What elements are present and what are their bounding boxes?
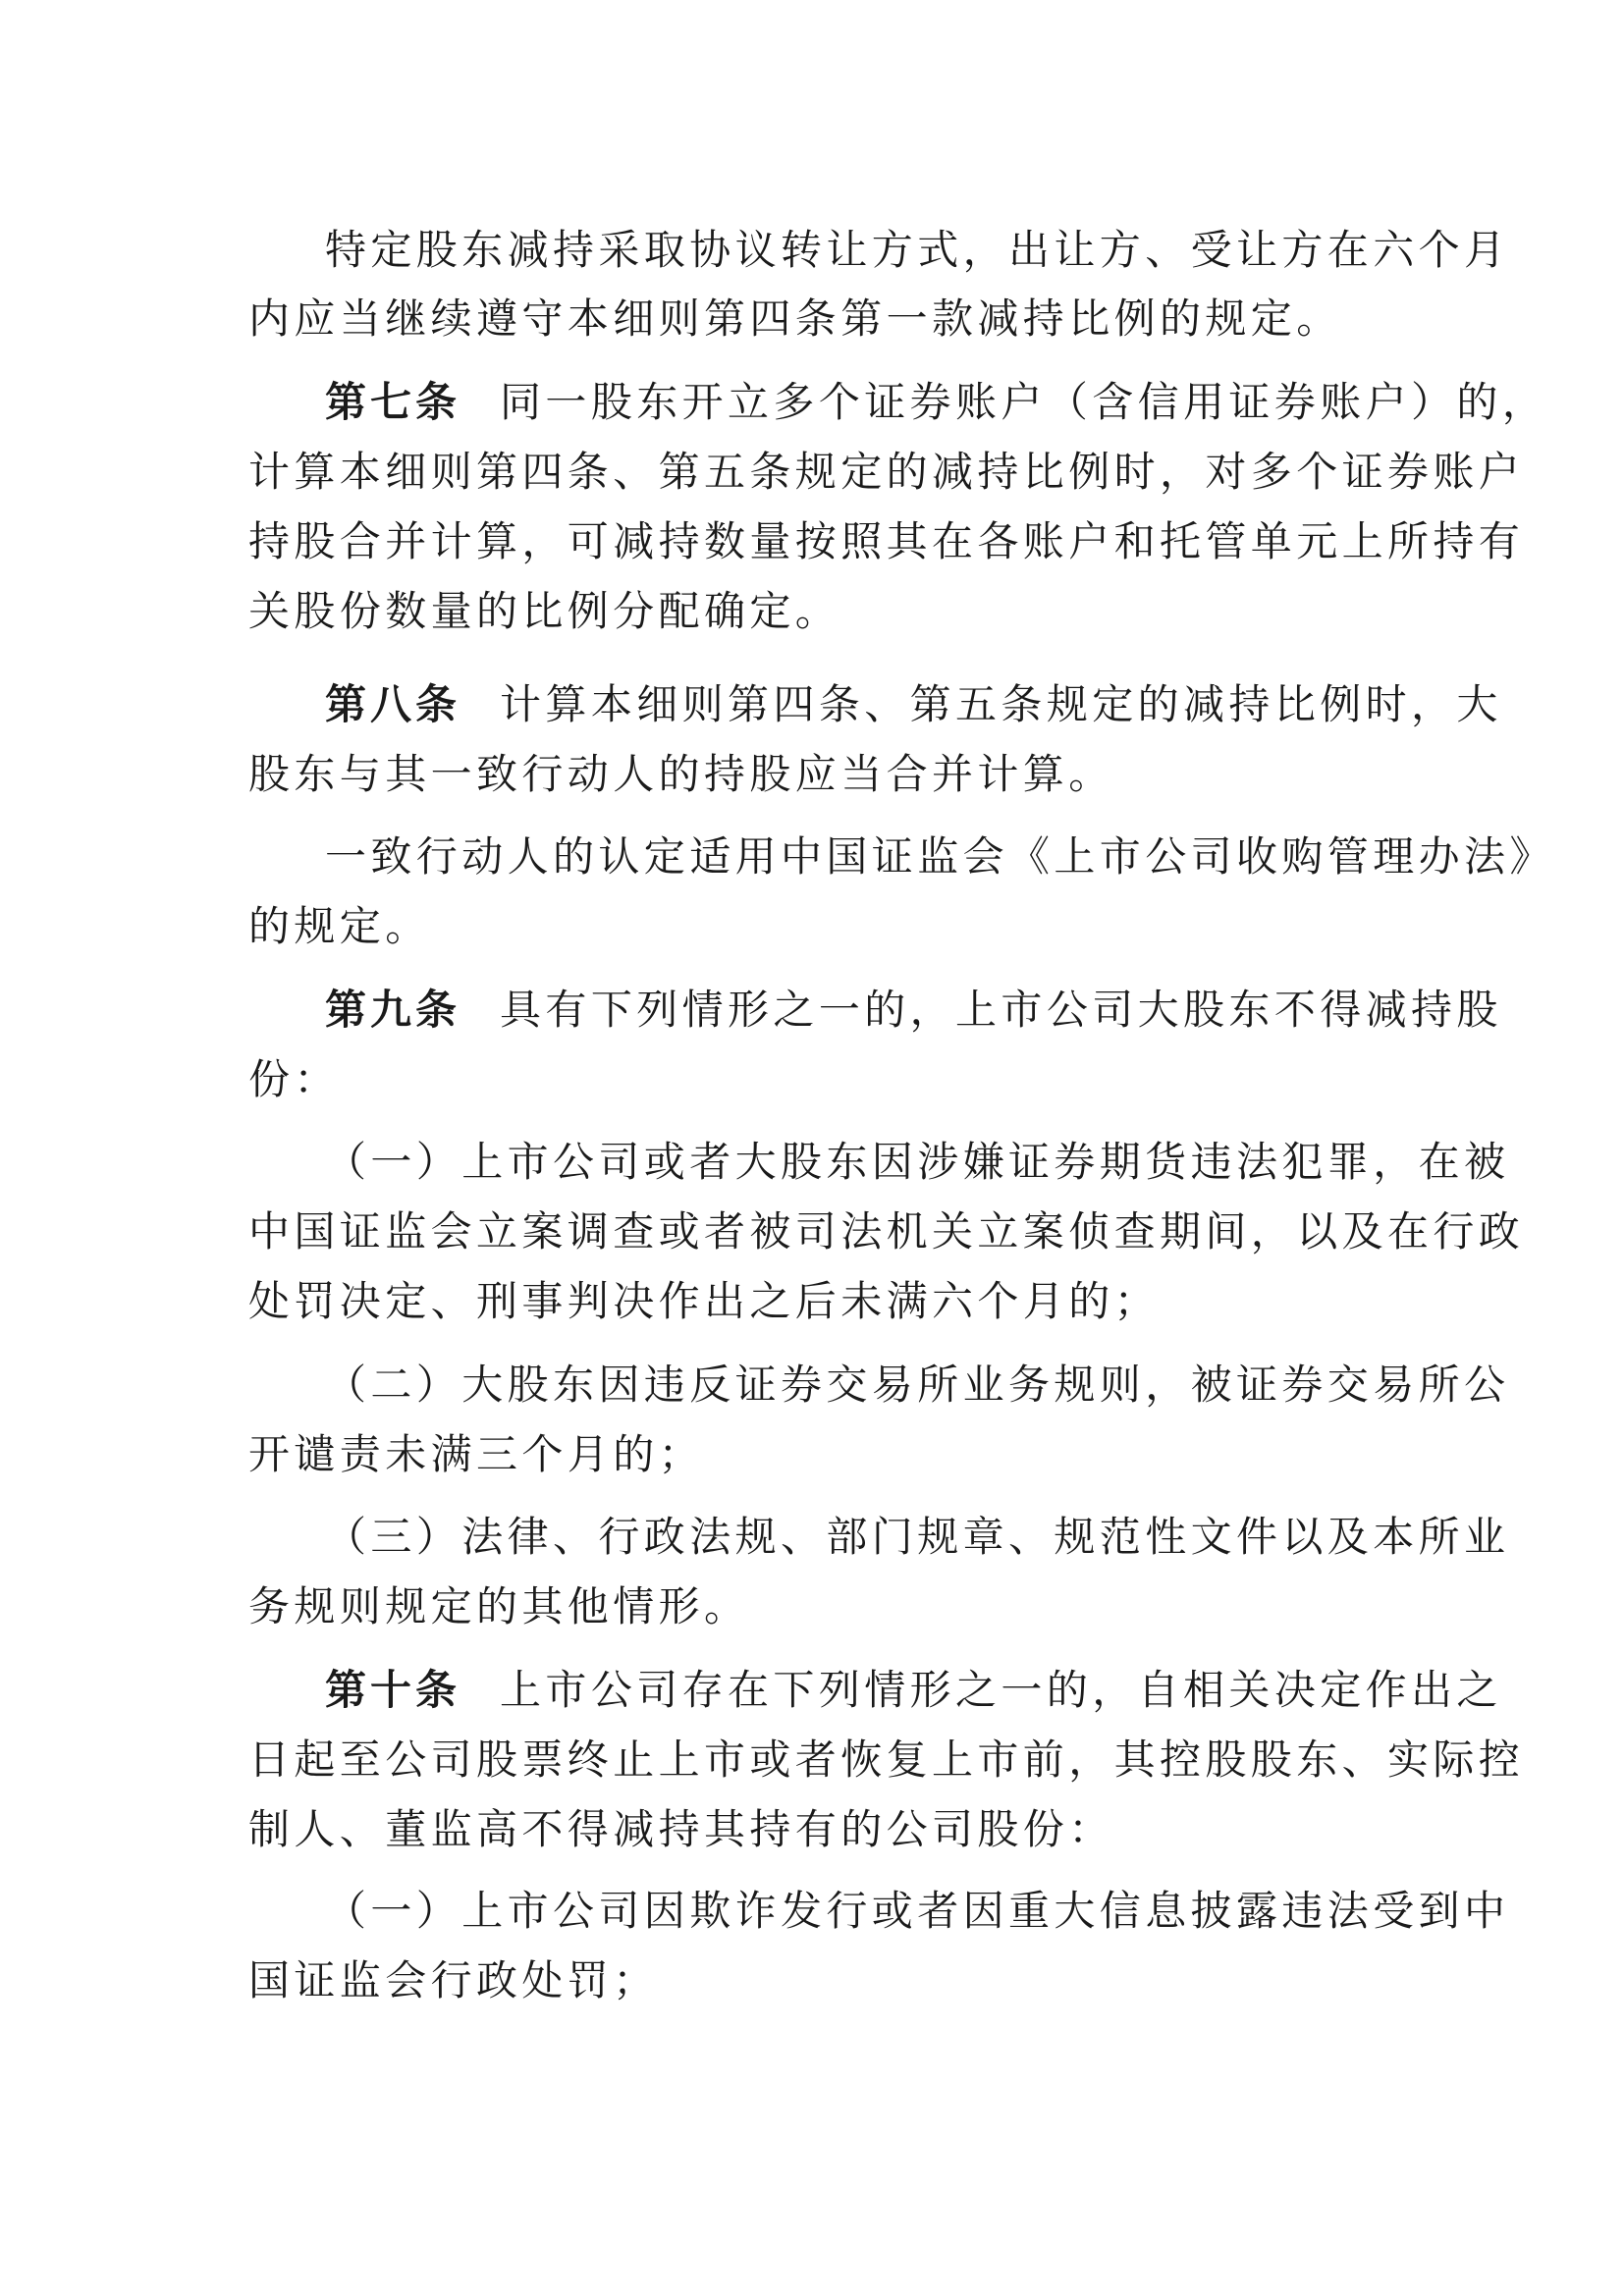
- text-line: 股东与其一致行动人的持股应当合并计算。: [248, 750, 1114, 798]
- text-line: 一致行动人的认定适用中国证监会《上市公司收购管理办法》: [325, 832, 1555, 881]
- article-number: 第十条: [325, 1666, 461, 1714]
- text-line: 内应当继续遵守本细则第四条第一款减持比例的规定。: [248, 294, 1342, 343]
- text-line: 开谴责未满三个月的；: [248, 1430, 705, 1478]
- text-line: （一）上市公司或者大股东因涉嫌证券期货违法犯罪，在被: [325, 1138, 1510, 1186]
- text-line: 国证监会行政处罚；: [248, 1956, 659, 2004]
- article-number: 第九条: [325, 986, 461, 1034]
- article-text: 上市公司存在下列情形之一的，自相关决定作出之: [500, 1666, 1502, 1714]
- text-line: [325, 1666, 1502, 1715]
- text-line: 中国证监会立案调查或者被司法机关立案侦查期间，以及在行政: [248, 1207, 1525, 1255]
- text-line: 关股份数量的比例分配确定。: [248, 587, 841, 635]
- text-line: （三）法律、行政法规、部门规章、规范性文件以及本所业: [325, 1513, 1510, 1561]
- text-line: 处罚决定、刑事判决作出之后未满六个月的；: [248, 1277, 1161, 1325]
- article-text: 计算本细则第四条、第五条规定的减持比例时，大: [500, 680, 1502, 728]
- text-line: 制人、董监高不得减持其持有的公司股份：: [248, 1805, 1114, 1853]
- article-number: 第八条: [325, 680, 461, 728]
- text-line: 务规则规定的其他情形。: [248, 1582, 750, 1630]
- text-line: 特定股东减持采取协议转让方式，出让方、受让方在六个月: [325, 226, 1510, 274]
- article-number: 第七条: [325, 378, 461, 426]
- text-line: （二）大股东因违反证券交易所业务规则，被证券交易所公: [325, 1361, 1510, 1409]
- text-line: 计算本细则第四条、第五条规定的减持比例时，对多个证券账户: [248, 448, 1525, 496]
- text-line: 的规定。: [248, 902, 431, 950]
- text-line: 份：: [248, 1055, 340, 1103]
- text-line: 持股合并计算，可减持数量按照其在各账户和托管单元上所持有: [248, 517, 1525, 565]
- text-line: [325, 986, 1502, 1035]
- text-line: [325, 680, 1502, 729]
- article-text: 同一股东开立多个证券账户（含信用证券账户）的，: [500, 378, 1548, 426]
- text-line: [325, 378, 1547, 427]
- text-line: （一）上市公司因欺诈发行或者因重大信息披露违法受到中: [325, 1887, 1510, 1935]
- article-text: 具有下列情形之一的，上市公司大股东不得减持股: [500, 986, 1502, 1034]
- text-line: 日起至公司股票终止上市或者恢复上市前，其控股股东、实际控: [248, 1735, 1525, 1784]
